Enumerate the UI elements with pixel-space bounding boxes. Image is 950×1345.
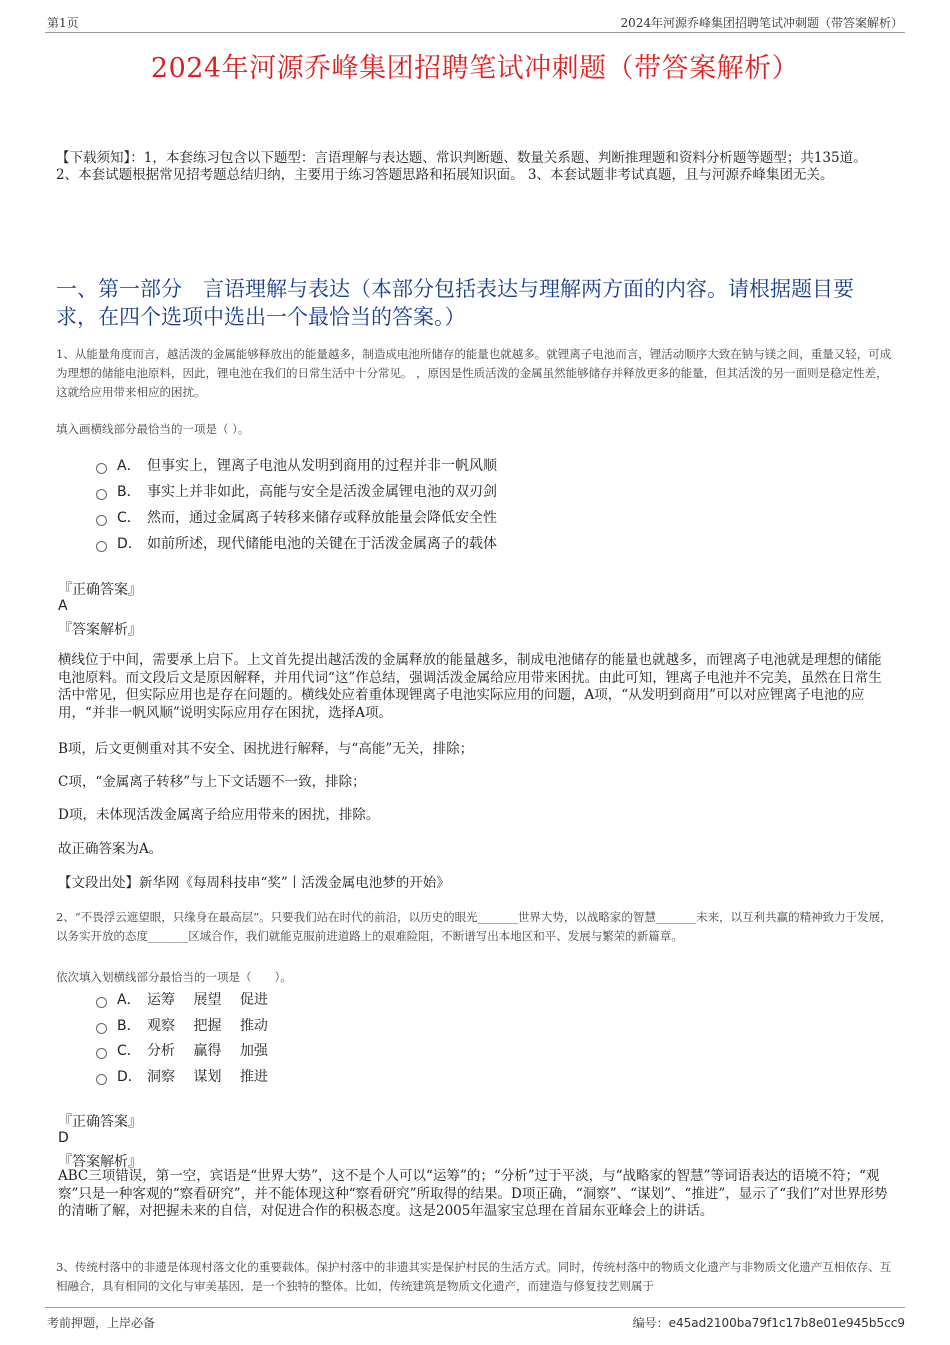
q1-analysis-para: 横线位于中间，需要承上启下。上文首先提出越活泼的金属释放的能量越多，制成电池储存的能量也就越多，而锂离子电池就是理想的储能电池原料。而文段后文是原因解释，并用代词“这”作总结，强调活泼金属给应用带来困扰。由此可知，锂离子电池并不完美，虽然在日常生活中常见，但实际应用也是存在问题的。横线处应着重体现锂离子电池实际应用的问题，A项，“从发明到商用”可以对应锂离子电池的应用，“并非一帆风顺”说明实际应用存在困扰，选择A项。 [58, 652, 882, 721]
option-text: 观察 把握 推动 [147, 1018, 268, 1034]
q1-option-c[interactable] [96, 509, 497, 527]
footer-slogan: 考前押题，上岸必备 [47, 1316, 156, 1330]
page-number: 第1页 [47, 16, 79, 30]
q2-stem: 2、“不畏浮云遮望眼，只缘身在最高层”。只要我们站在时代的前沿，以历史的眼光_______世界大势，以战略家的智慧_______未来，以互利共赢的精神致力于发展，以务实开放的态度_______区域合作，我们就能克服前进道路上的艰难险阻，不断谱写出本地区和平、发展与繁荣的新篇章。 [56, 910, 892, 943]
q2-answer-label: 『正确答案』 [58, 1114, 142, 1130]
header-doc-title: 2024年河源乔峰集团招聘笔试冲刺题（带答案解析） [620, 16, 903, 30]
q1-option-a[interactable] [96, 457, 497, 475]
q1-source: 【文段出处】新华网《每周科技串“奖”丨活泼金属电池梦的开始》 [58, 875, 450, 891]
q1-analysis-c: C项，“金属离子转移”与上下文话题不一致，排除； [58, 774, 366, 790]
option-letter: A． [117, 992, 141, 1008]
radio-icon[interactable] [96, 1074, 107, 1085]
option-text: 但事实上，锂离子电池从发明到商用的过程并非一帆风顺 [147, 458, 497, 474]
q1-option-b[interactable] [96, 483, 497, 501]
q2-option-b[interactable] [96, 1017, 268, 1035]
q2-option-a[interactable] [96, 991, 268, 1009]
q2-option-c[interactable] [96, 1042, 268, 1060]
q2-answer: D [58, 1130, 69, 1146]
document-title: 2024年河源乔峰集团招聘笔试冲刺题（带答案解析） [150, 53, 800, 84]
option-letter: A． [117, 458, 141, 474]
option-text: 洞察 谋划 推进 [147, 1069, 268, 1085]
radio-icon[interactable] [96, 489, 107, 500]
header-divider [45, 32, 905, 33]
section-heading: 一、第一部分 言语理解与表达（本部分包括表达与理解两方面的内容。请根据题目要求，在四个选项中选出一个最恰当的答案。） [56, 277, 854, 329]
q1-analysis-d: D项，未体现活泼金属离子给应用带来的困扰，排除。 [58, 807, 380, 823]
option-letter: C． [117, 1043, 141, 1059]
option-text: 如前所述，现代储能电池的关键在于活泼金属离子的载体 [147, 536, 497, 552]
download-notice: 【下载须知】：1，本套练习包含以下题型：言语理解与表达题、常识判断题、数量关系题、判断推理题和资料分析题等题型；共135道。 2、本套试题根据常见招考题总结归纳，主要用于练习答题思路和拓展知识面。 3、本套试题非考试真题，且与河源乔峰集团无关。 [56, 150, 867, 183]
q1-option-d[interactable] [96, 535, 497, 553]
q1-analysis-label: 『答案解析』 [58, 622, 142, 638]
q1-answer: A [58, 598, 68, 614]
footer-divider [45, 1307, 905, 1308]
option-letter: D． [117, 1069, 142, 1085]
q2-prompt: 依次填入划横线部分最恰当的一项是（ ）。 [56, 970, 292, 984]
radio-icon[interactable] [96, 515, 107, 526]
option-text: 运筹 展望 促进 [147, 992, 268, 1008]
q1-prompt: 填入画横线部分最恰当的一项是（ ）。 [56, 422, 250, 436]
option-text: 分析 赢得 加强 [147, 1043, 268, 1059]
q3-stem: 3、传统村落中的非遗是体现村落文化的重要载体。保护村落中的非遗其实是保护村民的生活方式。同时，传统村落中的物质文化遗产与非物质文化遗产互相依存、互相融合，具有相同的文化与审美基因，是一个独特的整体。比如，传统建筑是物质文化遗产，而建造与修复技艺则属于 [56, 1260, 892, 1293]
radio-icon[interactable] [96, 463, 107, 474]
q1-answer-label: 『正确答案』 [58, 582, 142, 598]
radio-icon[interactable] [96, 997, 107, 1008]
q1-analysis-b: B项，后文更侧重对其不安全、困扰进行解释，与“高能”无关，排除； [58, 741, 474, 757]
option-text: 事实上并非如此，高能与安全是活泼金属锂电池的双刃剑 [147, 484, 497, 500]
option-letter: B． [117, 484, 141, 500]
q2-analysis: ABC三项错误，第一空，宾语是“世界大势”，这不是个人可以“运筹”的；“分析”过于平淡，与“战略家的智慧”等词语表达的语境不符；“观察”只是一种客观的“察看研究”，并不能体现这种“察看研究”所取得的结果。D项正确，“洞察”、“谋划”、“推进”，显示了“我们”对世界形势的清晰了解，对把握未来的自信，对促进合作的积极态度。这是2005年温家宝总理在首届东亚峰会上的讲话。 [58, 1168, 888, 1219]
radio-icon[interactable] [96, 1023, 107, 1034]
option-letter: B． [117, 1018, 141, 1034]
q2-analysis-label: 『答案解析』 [58, 1154, 142, 1170]
footer-doc-id: 编号：e45ad2100ba79f1c17b8e01e945b5cc9 [632, 1316, 905, 1330]
radio-icon[interactable] [96, 1048, 107, 1059]
option-text: 然而，通过金属离子转移来储存或释放能量会降低安全性 [147, 510, 497, 526]
q2-option-d[interactable] [96, 1068, 268, 1086]
q1-stem: 1、从能量角度而言，越活泼的金属能够释放出的能量越多，制造成电池所储存的能量也就越多。就锂离子电池而言，锂活动顺序大致在钠与镁之间，重量又轻，可成为理想的储能电池原料，因此，锂电池在我们的日常生活中十分常见。 ，原因是性质活泼的金属虽然能够储存并释放更多的能量，但其活泼的另一面则是稳定性差，这就给应用带来相应的困扰。 [56, 347, 892, 399]
q1-conclusion: 故正确答案为A。 [58, 841, 163, 857]
option-letter: D． [117, 536, 142, 552]
option-letter: C． [117, 510, 141, 526]
radio-icon[interactable] [96, 541, 107, 552]
